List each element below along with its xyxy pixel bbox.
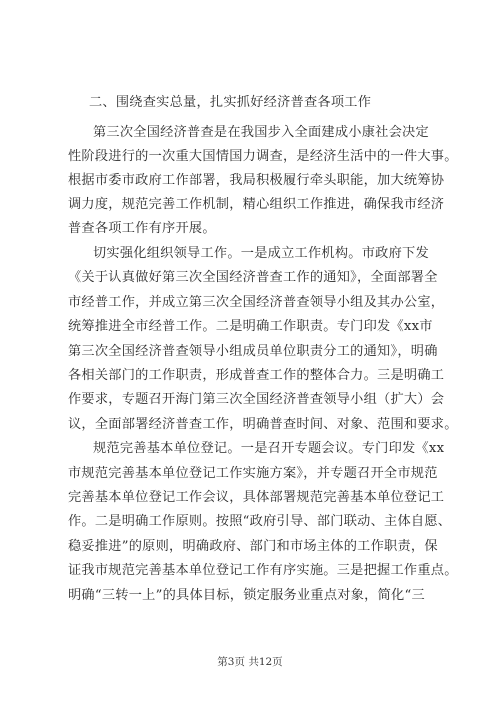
paragraph-line: 各相关部门的工作职责，形成普查工作的整体合力。三是明确工 bbox=[68, 368, 445, 383]
paragraph-line: 性阶段进行的一次重大国情国力调查，是经济生活中的一件大事。 bbox=[68, 149, 458, 164]
paragraph-line: 议，全面部署经济普查工作，明确普查时间、对象、范围和要求。 bbox=[68, 417, 458, 432]
paragraph-line: 规范完善基本单位登记。一是召开专题会议。专门印发《xx bbox=[93, 441, 445, 456]
paragraph-line: 第三次全国经济普查是在我国步入全面建成小康社会决定 bbox=[93, 125, 429, 140]
paragraph-line: 统筹推进全市经普工作。二是明确工作职责。专门印发《xx市 bbox=[68, 319, 433, 334]
paragraph-line: 作要求，专题召开海门第三次全国经济普查领导小组（扩大）会 bbox=[68, 392, 445, 407]
page-number-footer: 第3页 共12页 bbox=[217, 656, 283, 668]
paragraph-line: 市经普工作，并成立第三次全国经济普查领导小组及其办公室， bbox=[68, 295, 445, 310]
paragraph-line: 调力度，规范完善工作机制，精心组织工作推进，确保我市经济 bbox=[68, 197, 445, 212]
paragraph-line: 切实强化组织领导工作。一是成立工作机构。市政府下发 bbox=[93, 246, 429, 261]
paragraph-line: 普查各项工作有序开展。 bbox=[68, 221, 216, 236]
paragraph-line: 证我市规范完善基本单位登记工作有序实施。三是把握工作重点。 bbox=[68, 563, 458, 578]
paragraph-line: 作。二是明确工作原则。按照“政府引导、部门联动、主体自愿、 bbox=[68, 514, 452, 529]
paragraph-line: 市规范完善基本单位登记工作实施方案》，并专题召开全市规范 bbox=[68, 466, 438, 481]
paragraph-line: 明确“三转一上”的具体目标，锁定服务业重点对象，简化“三 bbox=[68, 588, 425, 603]
paragraph-line: 完善基本单位登记工作会议，具体部署规范完善基本单位登记工 bbox=[68, 490, 445, 505]
paragraph-line: 《关于认真做好第三次全国经济普查工作的通知》，全面部署全 bbox=[68, 270, 438, 285]
paragraph-line: 稳妥推进”的原则，明确政府、部门和市场主体的工作职责，保 bbox=[68, 539, 438, 554]
paragraph-line: 根据市委市政府工作部署，我局积极履行牵头职能，加大统筹协 bbox=[68, 173, 445, 188]
section-heading: 二、围绕查实总量，扎实抓好经济普查各项工作 bbox=[89, 95, 372, 110]
paragraph-line: 第三次全国经济普查领导小组成员单位职责分工的通知》，明确 bbox=[68, 344, 438, 359]
